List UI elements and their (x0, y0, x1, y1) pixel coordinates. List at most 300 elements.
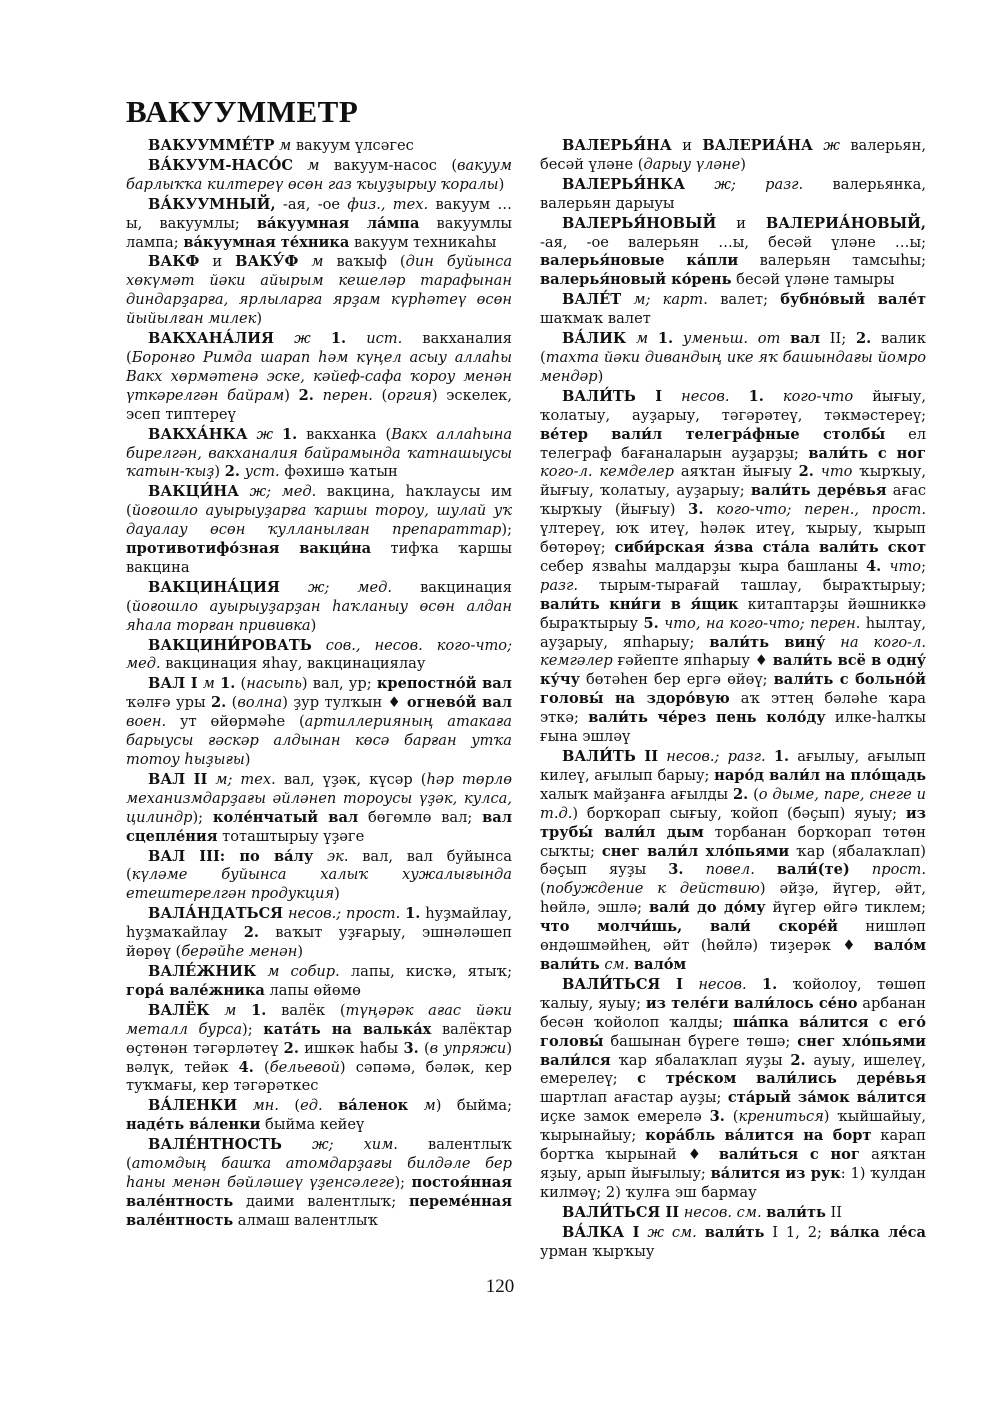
entry-bold-text: ВАЛЕРЬЯ́НА (562, 137, 672, 154)
entry-text: фәхишә ҡатын (279, 463, 398, 481)
entry-bold-text: гора́ вале́жника (126, 981, 265, 999)
entry-text: йүгер өйгә тиклем; (765, 899, 927, 917)
entry-text: II (825, 1203, 843, 1221)
entry-italic-text: насыпь (246, 675, 302, 693)
entry-bold-text: ВАЛЕ́ЖНИК (148, 962, 257, 980)
entry-italic-text: м (224, 1001, 237, 1019)
entry-text: вал, вал буйынса ( (126, 847, 513, 884)
dictionary-entry (126, 1097, 512, 1135)
entry-text: ( (724, 1108, 739, 1126)
dictionary-entry (540, 291, 926, 329)
entry-text (237, 1097, 252, 1114)
entry-text: валик ( (540, 330, 927, 366)
entry-text: аяҡтан яҙыу, арып йығылыу; (540, 1146, 926, 1182)
entry-bold-text: что молчи́шь, вали́ скоре́й (540, 918, 838, 936)
dictionary-entry (126, 426, 512, 483)
entry-text: II; (820, 330, 856, 348)
entry-text: алмаш валентлыҡ (233, 1211, 378, 1229)
dictionary-entry (126, 963, 512, 1001)
entry-bold-text: ВАЛИ́ТЬ I (562, 387, 663, 405)
entry-text (685, 176, 714, 193)
entry-text: лапы өйөмө (264, 981, 361, 999)
entry-text: вакуум үлсәгес (291, 137, 414, 154)
entry-italic-text: кого-что (782, 387, 854, 405)
entry-italic-text: Боронғо Римда шарап һәм күңел асыу аллаһы Вакх хөрмәтенә эске, кәйеф-сафа ҡороу менән үткәрелгән байрам (126, 348, 512, 404)
entry-text: себер язваһы малдарҙы ҡыра башланы (540, 557, 866, 575)
entry-text (298, 253, 311, 270)
entry-text: и (199, 253, 236, 271)
dictionary-entry (126, 196, 512, 253)
entry-bold-text: 1. (251, 1001, 267, 1019)
entry-text: ) сәпәмә, бәләк, кер туҡмағы, кер тәгәрәткес (126, 1058, 512, 1095)
entry-text: ) борҡорап сығыу, ҡойоп (бәҫып) яуыу; (572, 804, 906, 822)
entry-bold-text: ВАЛЕ́НТНОСТЬ (148, 1136, 282, 1154)
dictionary-entry (540, 388, 926, 747)
entry-bold-text: ВАКХАНА́ЛИЯ (148, 330, 274, 348)
dictionary-entry (540, 330, 926, 387)
entry-text (766, 748, 774, 765)
entry-bold-text: 4. (865, 557, 882, 575)
entry-bold-text: 1. (220, 675, 236, 693)
dictionary-entry (540, 1224, 926, 1262)
entry-text (621, 291, 633, 308)
entry-italic-text: несов.; прост. (287, 905, 401, 923)
entry-text (256, 963, 267, 980)
entry-bold-text: 1. (773, 748, 790, 765)
entry-italic-text: оргия (387, 386, 432, 404)
entry-bold-text: ВАЛ II (148, 770, 208, 788)
entry-text: ) әйҙә, йүгер, әйт, һөйлә, эшлә; (540, 880, 926, 917)
entry-bold-text: из трубы́ вали́л дым (540, 804, 926, 841)
entry-text: торбанан борҡорап төтөн сыҡты; (540, 823, 926, 860)
entry-bold-text: вали́ть с ног (808, 444, 926, 462)
entry-bold-text: ВА́КУУМ-НАСО́С (148, 156, 294, 174)
entry-text: аяҡтан йығыу (674, 463, 799, 481)
entry-italic-text: кого-что; перен., прост. (716, 501, 926, 519)
entry-italic-text: м собир. (267, 962, 340, 980)
entry-text (764, 388, 783, 405)
entry-italic-text: волна (237, 694, 283, 712)
entry-bold-text: 2. (298, 386, 314, 404)
entry-text: ишкәк һабы (298, 1039, 404, 1057)
entry-italic-text: ж; мед. (307, 578, 393, 596)
entry-italic-text: артиллерияның атакаға барыусы ғәскәр алдынан көсә барған утҡа тотоу һыҙығы (126, 713, 513, 768)
entry-bold-text: 1. (330, 330, 347, 348)
entry-bold-text: 1. (657, 330, 674, 348)
entry-text (293, 157, 307, 174)
entry-bold-text: ВАКУУММЕ́ТР (148, 137, 275, 154)
dictionary-entry (126, 905, 512, 962)
entry-bold-text: 1. (282, 425, 298, 443)
entry-bold-text: ста́рый за́мок ва́лится (727, 1089, 926, 1107)
entry-bold-text: ВАКЦИНА́ЦИЯ (148, 578, 280, 596)
entry-italic-text: что (889, 557, 922, 575)
entry-text: ҡойолоу, төшөп ҡалыу, яуыу; (540, 975, 926, 1012)
entry-text: иҫке замок емерелә (540, 1108, 710, 1126)
entry-bold-text: 3. (403, 1039, 419, 1057)
entry-italic-text: ж (256, 425, 274, 443)
entry-text (210, 1002, 225, 1019)
entry-italic-text: м (279, 137, 292, 154)
entry-italic-text: м; тех. (215, 770, 276, 788)
entry-text: ) ҙур тулҡын ♦ (282, 694, 407, 712)
entry-italic-text: физ., тех. (347, 195, 429, 213)
entry-bold-text: валерья́новый ко́рень (540, 271, 732, 289)
entry-text: халыҡ майҙанға ағылды (540, 785, 733, 803)
dictionary-entry (126, 157, 512, 195)
entry-text: ) (297, 943, 304, 961)
entry-text: вакханалия ( (126, 330, 513, 366)
entry-text: тырым-тырағай ташлау, быраҡтырыу; (578, 576, 926, 594)
entry-text (273, 426, 282, 443)
dictionary-entry (540, 1204, 926, 1223)
entry-text: ) (334, 885, 340, 903)
entry-bold-text: ката́ть на валька́х (263, 1020, 432, 1038)
entry-bold-text: снег вали́л хло́пьями (601, 842, 790, 860)
dictionary-entry (126, 1136, 512, 1231)
dictionary-entry (126, 1002, 512, 1097)
page-number: 120 (485, 1276, 515, 1297)
entry-bold-text: наро́д вали́л на пло́щадь (714, 766, 926, 784)
dictionary-entry (540, 176, 926, 214)
entry-bold-text: вали́(те) (776, 861, 850, 879)
entry-bold-text: 2. (790, 1051, 806, 1069)
entry-italic-text: воен. (126, 713, 167, 731)
entry-text (248, 426, 257, 443)
entry-text (673, 330, 683, 347)
entry-text: шартлап ағастар ауҙы; (540, 1089, 728, 1107)
entry-italic-text: несов. (681, 387, 730, 405)
entry-text (850, 861, 872, 878)
entry-italic-text: ж; мед. (249, 483, 317, 501)
entry-text: ағылыу, ағылып килеү, ағылып барыу; (540, 748, 926, 784)
entry-text: бөгөмлө вал; (358, 808, 483, 826)
entry-italic-text: крениться (738, 1108, 824, 1126)
dictionary-entry (126, 253, 512, 329)
entry-italic-text: дарыу үләне (643, 155, 741, 173)
entry-text: ) (310, 616, 317, 634)
entry-text: һылтау, ауҙарыу, япһарыу; (540, 614, 926, 651)
entry-text (662, 388, 681, 405)
entry-bold-text: ВАЛЁК (148, 1001, 210, 1019)
entry-text: арбанан бесән ҡойолоп ҡалды; (540, 994, 926, 1031)
entry-text: ( (226, 694, 238, 712)
entry-bold-text: ВАЛЕРИА́НА (702, 137, 813, 154)
entry-bold-text: вали́ть с больно́й головы́ на здоро́вую (540, 671, 927, 708)
entry-text (697, 1224, 705, 1241)
entry-italic-text: несов. см. (683, 1203, 762, 1221)
entry-text (825, 634, 840, 651)
entry-text (814, 463, 821, 480)
entry-bold-text: ВАЛ III: по ва́лу (148, 847, 314, 865)
entry-text (747, 976, 762, 993)
dictionary-entry (126, 137, 512, 156)
entry-bold-text: ве́тер вали́л телегра́фные столбы́ (540, 425, 886, 443)
entry-text: шаҡмаҡ валет (540, 310, 651, 328)
entry-italic-text: м (311, 253, 324, 271)
entry-text: ) эскелек, эсеп типтереү (126, 386, 512, 423)
entry-bold-text: вали́ть че́рез пень коло́ду (588, 709, 826, 727)
entry-text: башынан бүреге төшә; (603, 1032, 798, 1050)
dictionary-entry (126, 848, 512, 905)
entry-italic-text: тахта йәки дивандың ике яҡ башындағы йомро мендәр (540, 348, 926, 385)
entry-text: вакцина, һаҡлаусы им ( (126, 483, 513, 520)
left-column (126, 137, 512, 1232)
entry-text: ауыу, ишелеү, емерелеү; (540, 1051, 926, 1088)
entry-bold-text: 3. (709, 1108, 725, 1126)
entry-italic-text: Вакх аллаһына бирелгән, вакханалия байрамында ҡатнашыусы ҡатын-ҡыҙ (126, 425, 513, 481)
entry-text: һуҙмайлау, һуҙмаҡайлау (126, 905, 513, 942)
entry-italic-text: разг. (540, 576, 579, 594)
entry-text: урман ҡырҡыу (540, 1242, 655, 1260)
entry-text: ваҡыт уҙғарыу, эшнәләшеп йөрөү ( (126, 924, 512, 961)
entry-bold-text: ВАЛИ́ТЬ II (562, 748, 659, 765)
entry-bold-text: 2. (733, 785, 749, 803)
entry-text: ) вал, ур; (301, 675, 377, 693)
entry-text (346, 330, 366, 347)
entry-italic-text: күләме буйынса халыҡ хужалығында етештерелгән продукция (126, 866, 512, 903)
entry-text: ); (242, 1020, 264, 1038)
entry-text: ваҡыф ( (323, 253, 406, 271)
dictionary-entry (126, 330, 512, 425)
entry-text: ҡар (ябалаҡлап) бәҫып яуҙы (540, 842, 926, 879)
entry-text: валет; (707, 291, 781, 309)
entry-bold-text: сиби́рская я́зва ста́ла вали́ть скот (614, 539, 926, 557)
entry-text (648, 330, 658, 347)
entry-bold-text: ВАКФ (148, 253, 200, 271)
entry-bold-text: 2. (283, 1039, 299, 1057)
entry-text: ) (244, 751, 251, 768)
entry-italic-text: м; карт. (633, 291, 708, 309)
entry-bold-text: 1. (405, 905, 421, 923)
entry-text: ғәйепте япһарыу ♦ (612, 652, 773, 670)
entry-text: ҡәлғә уры (126, 694, 211, 712)
entry-bold-text: ВАЛЕ́Т (562, 291, 622, 309)
entry-bold-text: 3. (668, 861, 684, 879)
entry-text: даими валентлыҡ; (233, 1192, 409, 1210)
entry-bold-text: ВАКХА́НКА (148, 425, 248, 443)
entry-bold-text: вали́ть (704, 1223, 765, 1241)
entry-bold-text: коле́нчатый вал (212, 808, 359, 826)
entry-text (239, 483, 250, 500)
entry-italic-text: ж; разг. (714, 175, 804, 193)
entry-bold-text: валерья́новые ка́пли (540, 252, 739, 270)
entry-text: китаптарҙы йәшниккә быраҡтырыу (540, 595, 927, 632)
entry-bold-text: ВАЛА́НДАТЬСЯ (148, 905, 284, 923)
entry-text: ); (394, 1173, 412, 1191)
entry-bold-text: крепостно́й вал (376, 675, 512, 693)
entry-text: ( (278, 1097, 301, 1115)
entry-italic-text: см. (604, 955, 630, 973)
entry-bold-text: ва́лится из рук (710, 1164, 841, 1182)
entry-text: вал, үҙәк, күсәр ( (275, 770, 427, 788)
entry-text (658, 748, 666, 765)
entry-italic-text: түңәрәк ағас йәки металл бурса (126, 1001, 512, 1038)
entry-bold-text: 1. (762, 975, 778, 993)
entry-italic-text: уст. (244, 463, 280, 481)
entry-bold-text: вало́м (633, 955, 687, 973)
entry-bold-text: ва́куумная те́хника (183, 233, 350, 251)
entry-bold-text: ВА́ЛЕНКИ (148, 1097, 238, 1115)
entry-italic-text: м (202, 675, 215, 693)
entry-text: бесәй үләне тамыры (731, 271, 895, 289)
entry-text: ел телеграф бағаналарын ауҙарҙы; (540, 425, 927, 462)
entry-bold-text: ва́ленок (338, 1097, 409, 1115)
dictionary-entry (540, 215, 926, 291)
entry-bold-text: ша́пка ва́лится с его́ головы́ (540, 1013, 927, 1050)
entry-italic-text: бельевой (269, 1058, 340, 1076)
entry-bold-text: 3. (688, 501, 704, 519)
entry-italic-text: ж (294, 330, 311, 348)
entry-bold-text: 5. (643, 614, 659, 632)
entry-text: I 1, 2; (764, 1223, 830, 1241)
entry-bold-text: ВАКУ́Ф (235, 253, 299, 271)
entry-italic-text: һәр төрлө механизмдарҙағы әйләнеп тороусы үҙәк, кулса, цилиндр (126, 770, 512, 826)
entry-bold-text: вали́ть всё в одну́ ку́чу (540, 652, 926, 689)
entry-italic-text: о дыме, паре, снеге и т.д. (540, 785, 926, 822)
entry-text: -ая, -ое валерьян …ы, бесәй үләне …ы; (540, 233, 926, 251)
entry-bold-text: огнево́й вал (406, 694, 512, 712)
entry-bold-text: ВАКЦИ́НА (148, 483, 240, 501)
entry-bold-text: ВА́КУУМНЫЙ, (148, 195, 276, 213)
entry-text: валёктар өҫтөнән тәгәрләтеү (126, 1020, 513, 1057)
entry-text: ) (498, 175, 505, 193)
dictionary-entry (540, 748, 926, 975)
entry-italic-text: сов., несов. кого-что; мед. (126, 636, 512, 673)
dictionary-entry (126, 771, 512, 847)
entry-bold-text: вало́м вали́ть (540, 937, 926, 973)
entry-text: ҡар ябалаҡлап яуҙы (610, 1051, 791, 1069)
entry-bold-text: 2. (224, 463, 240, 481)
entry-italic-text: ж см. (647, 1223, 697, 1241)
entry-bold-text: вал сцепле́ния (126, 808, 513, 845)
entry-italic-text: несов. (698, 975, 747, 993)
entry-text (780, 330, 790, 347)
entry-bold-text: постоя́нная вале́нтность (126, 1173, 512, 1210)
entry-bold-text: наде́ть ва́ленки (126, 1116, 261, 1134)
entry-text: ) быйма; (435, 1097, 513, 1115)
entry-text (684, 861, 706, 878)
entry-text: вакцинация ( (126, 578, 512, 615)
entry-text: валерьян тамсыһы; (738, 252, 927, 270)
entry-italic-text: перен. (322, 386, 373, 404)
entry-text: вакуум техникаһы (349, 233, 497, 251)
entry-italic-text: вакуум барлыҡҡа килтереү өсөн газ ҡыуҙырыу ҡоралы (126, 156, 512, 193)
entry-italic-text: берәйһе менән (181, 943, 298, 961)
entry-text (408, 1097, 423, 1114)
entry-text: ҡырҡыу, йығыу, ҡолатыу, ауҙарыу; (540, 463, 927, 500)
entry-bold-text: вали́ть дере́вья (750, 482, 887, 500)
entry-text: ( (235, 675, 247, 693)
entry-italic-text: в упряжи (429, 1039, 507, 1057)
entry-text: вакуум …ы, вакуумлы; (126, 195, 512, 232)
entry-text: ( (253, 1058, 270, 1076)
entry-text: валерьянка, валерьян дарыуы (540, 175, 926, 212)
entry-text: тоташтырыу үҙәге (217, 827, 365, 845)
right-column (540, 137, 926, 1262)
entry-italic-text: м (307, 156, 320, 174)
entry-text: ) (740, 155, 746, 173)
entry-italic-text: на кого-л. кемгәлер (540, 633, 926, 670)
entry-text: -ая, -ое (275, 195, 348, 213)
entry-text: үлтереү, юҡ итеү, һәләк итеү, ҡырыу, ҡырып бөтөрөү; (540, 520, 926, 557)
dictionary-entry (126, 675, 512, 770)
entry-bold-text: ва́куумная ла́мпа (256, 214, 420, 232)
dictionary-entry (126, 483, 512, 578)
entry-text (703, 501, 716, 518)
entry-text (282, 1136, 312, 1153)
entry-text: вакханка ( (297, 425, 392, 443)
dictionary-entry (540, 976, 926, 1203)
entry-text: нишләп өндәшмәйһең, әйт (һөйлә) тиҙерәк ♦ (540, 918, 926, 955)
entry-text: тифҡа ҡаршы вакцина (126, 540, 512, 576)
entry-text (683, 976, 698, 993)
entry-italic-text: побуждение к действию (545, 880, 760, 898)
entry-text: ( (748, 785, 759, 803)
entry-bold-text: вали́ть вину́ (709, 633, 826, 651)
dictionary-entry (126, 637, 512, 675)
entry-italic-text: йоғошло ауырыуҙарға ҡаршы тороу, шулай уҡ дауалау өсөн ҡулланылған препараттар (126, 502, 512, 539)
entry-text: вакуумлы лампа; (126, 214, 512, 251)
entry-bold-text: ВА́ЛКА I (562, 1223, 640, 1241)
entry-bold-text: ва́лка ле́са (829, 1223, 926, 1241)
entry-text (730, 388, 749, 405)
entry-italic-text: кого-л. кемделер (540, 463, 674, 481)
entry-text (813, 137, 823, 154)
entry-bold-text: ВАЛИ́ТЬСЯ II (562, 1203, 680, 1221)
entry-italic-text: м (423, 1097, 436, 1115)
entry-text (236, 1002, 251, 1019)
entry-text: аҡ эттең бәләһе ҡара эткә; (540, 690, 926, 727)
entry-bold-text: вал (790, 330, 821, 348)
entry-bold-text: снег хло́пьями вали́лся (540, 1032, 926, 1069)
entry-bold-text: 2. (855, 330, 872, 348)
entry-bold-text: ВА́ЛИК (562, 330, 627, 348)
entry-bold-text: бубно́вый вале́т (780, 291, 927, 309)
entry-italic-text: ист. (366, 330, 403, 348)
entry-text (312, 637, 326, 654)
entry-italic-text: ж (823, 137, 840, 154)
entry-text: ) (597, 367, 604, 385)
dictionary-entry (540, 137, 926, 175)
entry-text: ) (256, 310, 263, 328)
entry-bold-text: вали́ться с ног (718, 1146, 860, 1164)
entry-italic-text: ж; хим. (312, 1136, 398, 1154)
entry-italic-text: эк. (326, 847, 349, 865)
entry-text (314, 387, 323, 404)
entry-bold-text: с тре́ском вали́лись дере́вья (637, 1070, 926, 1088)
entry-bold-text: переме́нная вале́нтность (126, 1192, 512, 1229)
entry-bold-text: противотифо́зная вакци́на (126, 540, 372, 558)
entry-bold-text: ВАЛЕРЬЯ́НКА (562, 175, 686, 193)
entry-bold-text: ВАЛИ́ТЬСЯ I (562, 975, 683, 993)
entry-bold-text: ВАЛ I (148, 675, 198, 693)
entry-text: ут өйөрмәһе ( (166, 713, 305, 731)
entry-bold-text: 2. (211, 694, 227, 712)
entry-text: ) (214, 463, 225, 481)
entry-text: валерьян, бесәй үләне ( (540, 137, 927, 173)
entry-text: и (671, 137, 703, 154)
entry-italic-text: дин буйынса хөкүмәт йәки айырым кешеләр тарафынан диндарҙарға, ярлыларға ярҙам күрһәтеү өсөн йыйылған милек (126, 253, 513, 328)
entry-bold-text: 4. (238, 1058, 254, 1076)
entry-text (755, 861, 777, 878)
entry-text: ( (418, 1039, 430, 1057)
entry-text: лапы, кисҡә, ятыҡ; (339, 962, 513, 980)
entry-bold-text: из теле́ги вали́лось се́но (645, 994, 858, 1012)
entry-text: ; (921, 557, 927, 575)
entry-italic-text: атомдың башҡа атомдарҙағы билдәле бер һаны менән бәйләшеү үҙенсәлеге (126, 1155, 512, 1191)
entry-italic-text: мн. (252, 1097, 279, 1115)
